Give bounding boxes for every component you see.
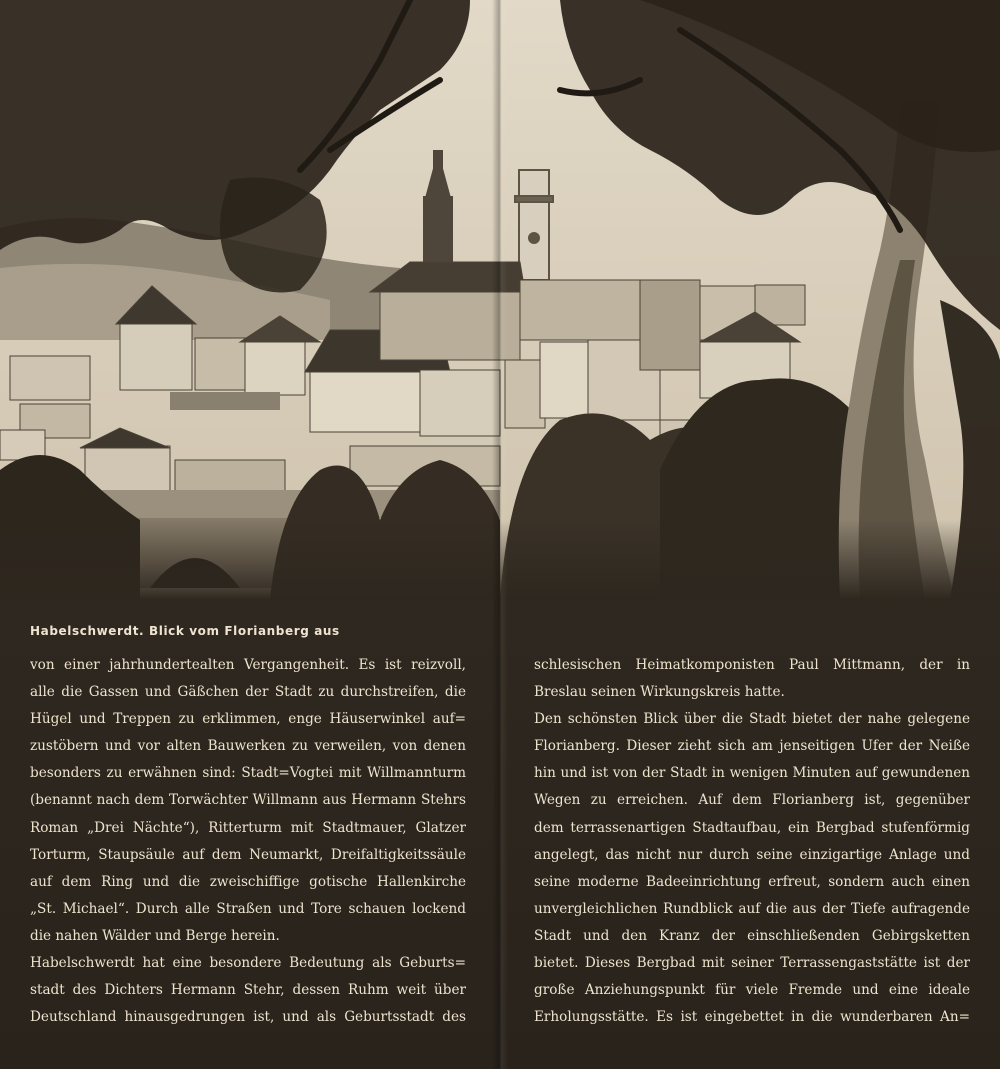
photo-caption: Habelschwerdt. Blick vom Florianberg aus	[30, 624, 340, 638]
text-line: Roman „Drei Nächte“), Ritterturm mit Stadtmauer, Glatzer	[30, 819, 466, 836]
text-line: Den schönsten Blick über die Stadt bietet der nahe gelegene	[534, 711, 970, 728]
text-line: auf dem Ring und die zweischiffige gotische Hallenkirche	[30, 873, 466, 890]
text-column-left	[30, 652, 466, 1031]
text-line: seine moderne Badeeinrichtung erfreut, sondern auch einen	[534, 873, 970, 890]
text-line: Deutschland hinausgedrungen ist, und als Geburtsstadt des	[30, 1009, 466, 1026]
text-line: Erholungsstätte. Es ist eingebettet in die wunderbaren An=	[534, 1009, 970, 1026]
text-line: dem terrassenartigen Stadtaufbau, ein Bergbad stufenförmig	[534, 819, 970, 836]
text-line: Florianberg. Dieser zieht sich am jenseitigen Ufer der Neiße	[534, 738, 970, 755]
text-line: Torturm, Staupsäule auf dem Neumarkt, Dreifaltigkeitssäule	[30, 846, 466, 863]
text-line: die nahen Wälder und Berge herein.	[30, 927, 280, 944]
text-line: bietet. Dieses Bergbad mit seiner Terrassengaststätte ist der	[534, 955, 970, 972]
text-line: von einer jahrhundertealten Vergangenheit. Es ist reizvoll,	[30, 657, 466, 673]
text-line: Breslau seinen Wirkungskreis hatte.	[534, 684, 785, 701]
text-line: große Anziehungspunkt für viele Fremde und eine ideale	[534, 982, 970, 999]
text-line: Wegen zu erreichen. Auf dem Florianberg ist, gegenüber	[534, 792, 970, 809]
text-line: (benannt nach dem Torwächter Willmann aus Hermann Stehrs	[30, 792, 466, 809]
text-line: Stadt und den Kranz der einschließenden Gebirgsketten	[534, 927, 970, 944]
text-line: Habelschwerdt hat eine besondere Bedeutung als Geburts=	[30, 955, 466, 972]
text-line: alle die Gassen und Gäßchen der Stadt zu durchstreifen, die	[30, 684, 466, 701]
text-line: angelegt, das nicht nur durch seine einzigartige Anlage und	[534, 846, 970, 863]
text-line: stadt des Dichters Hermann Stehr, dessen Ruhm weit über	[30, 982, 466, 999]
text-line: hin und ist von der Stadt in wenigen Minuten auf gewundenen	[534, 765, 970, 782]
text-line: Hügel und Treppen zu erklimmen, enge Häuserwinkel auf=	[30, 711, 466, 728]
text-line: „St. Michael“. Durch alle Straßen und Tore schauen lockend	[30, 900, 466, 917]
text-line: besonders zu erwähnen sind: Stadt=Vogtei mit Willmannturm	[30, 765, 466, 782]
text-line: schlesischen Heimatkomponisten Paul Mittmann, der in	[534, 657, 970, 673]
text-line: unvergleichlichen Rundblick auf die aus der Tiefe aufragende	[534, 900, 970, 917]
text-line: zustöbern und vor alten Bauwerken zu verweilen, von denen	[30, 738, 466, 755]
text-column-right	[534, 652, 970, 1031]
